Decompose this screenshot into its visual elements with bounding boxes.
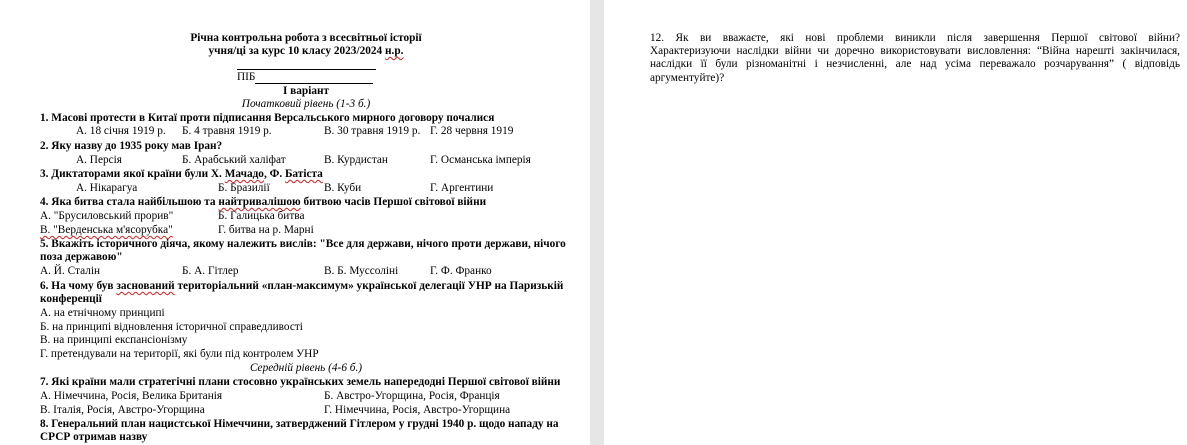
q5-option-a: А. Й. Сталін — [40, 265, 101, 277]
question-5: 5. Вкажіть історичного діяча, якому належить вислів: "Все для держави, нічого проти держави, нічого — [40, 238, 566, 250]
doc-title: Річна контрольна робота з всесвітньої історії — [190, 32, 422, 44]
q1-option-a: А. 18 січня 1919 р. — [76, 125, 166, 137]
q3-option-a: А. Нікарагуа — [76, 182, 138, 194]
q1-option-b: Б. 4 травня 1919 р. — [182, 125, 272, 137]
q4-option-c: В. "Верденська м'ясорубка" — [40, 224, 173, 236]
q1-option-d: Г. 28 червня 1919 — [430, 125, 514, 137]
pib-field[interactable]: ПІБ — [237, 71, 373, 84]
q7-option-a: А. Німеччина, Росія, Велика Британія — [40, 390, 223, 402]
right-page — [650, 0, 1180, 445]
question-8: 8. Генеральний план нацистської Німеччини, затверджений Гітлером у грудні 1940 р. щодо нападу на — [40, 418, 559, 430]
doc-subtitle: учня/ці за курс 10 класу 2023/2024 н.р. — [208, 45, 404, 57]
q6-option-c: В. на принципі експансіонізму — [40, 334, 188, 346]
question-12-line3: наслідки її були різноманітні і незчисленні, але над усіма переважало розчарування” ( відповідь — [650, 58, 1180, 70]
q2-option-a: А. Персія — [76, 154, 122, 166]
q3-option-d: Г. Аргентини — [430, 182, 494, 194]
q7-option-d: Г. Німеччина, Росія, Австро-Угорщина — [324, 404, 511, 416]
question-3: 3. Диктаторами якої країни були Х. Мачадо, Ф. Батіста — [40, 168, 323, 180]
q3-option-b: Б. Бразилії — [218, 182, 270, 194]
q4-option-a: А. "Брусиловський прорив" — [40, 210, 174, 222]
q4-option-d: Г. битва на р. Марні — [218, 224, 314, 236]
question-4: 4. Яка битва стала найбільшою та найтривалішою битвою часів Першої світової війни — [40, 196, 487, 208]
q3-option-c: В. Куби — [324, 182, 362, 194]
question-1: 1. Масові протести в Китаї проти підписання Версальського мирного договору почалися — [40, 112, 495, 124]
question-8-cont: СРСР отримав назву — [40, 431, 148, 443]
q6-option-b: Б. на принципі відновлення історичної справедливості — [40, 321, 303, 333]
question-6: 6. На чому був заснований територіальний «план-максимум» української делегації УНР на Паризькій — [40, 280, 564, 292]
q6-option-a: А. на етнічному принципі — [40, 307, 165, 319]
question-2: 2. Яку назву до 1935 року мав Іран? — [40, 140, 223, 152]
name-top-line — [237, 57, 376, 70]
q2-option-b: Б. Арабський халіфат — [182, 154, 286, 166]
question-12-line4: аргументуйте)? — [650, 72, 725, 84]
variant-heading: І варіант — [282, 85, 330, 97]
q5-option-d: Г. Ф. Франко — [430, 265, 492, 277]
question-7: 7. Які країни мали стратегічні плани стосовно українських земель напередодні Першої світової війни — [40, 376, 561, 388]
question-5-cont: поза державою" — [40, 251, 123, 263]
level2-heading: Середній рівень (4-6 б.) — [249, 362, 363, 374]
q5-option-b: Б. А. Гітлер — [182, 265, 239, 277]
q7-option-b: Б. Австро-Угорщина, Росія, Франція — [324, 390, 500, 402]
level1-heading: Початковий рівень (1-3 б.) — [241, 98, 371, 110]
question-12: 12. Як ви вважаєте, які нові проблеми виникли після завершення Першої світової війни? — [650, 32, 1180, 44]
left-page — [40, 0, 572, 445]
q2-option-d: Г. Османська імперія — [430, 154, 531, 166]
q4-option-b: Б. Галицька битва — [218, 210, 305, 222]
q6-option-d: Г. претендували на території, які були під контролем УНР — [40, 348, 319, 360]
question-12-line2: Характеризуючи наслідки війни чи доречно використовувати висловлення: “Війна нарешті закінчилася, — [650, 45, 1180, 57]
page-gutter — [590, 0, 604, 445]
q1-option-c: В. 30 травня 1919 р. — [324, 125, 421, 137]
question-6-cont: конференції — [40, 293, 102, 305]
q7-option-c: В. Італія, Росія, Австро-Угорщина — [40, 404, 205, 416]
q2-option-c: В. Курдистан — [324, 154, 388, 166]
q5-option-c: В. Б. Муссоліні — [324, 265, 399, 277]
